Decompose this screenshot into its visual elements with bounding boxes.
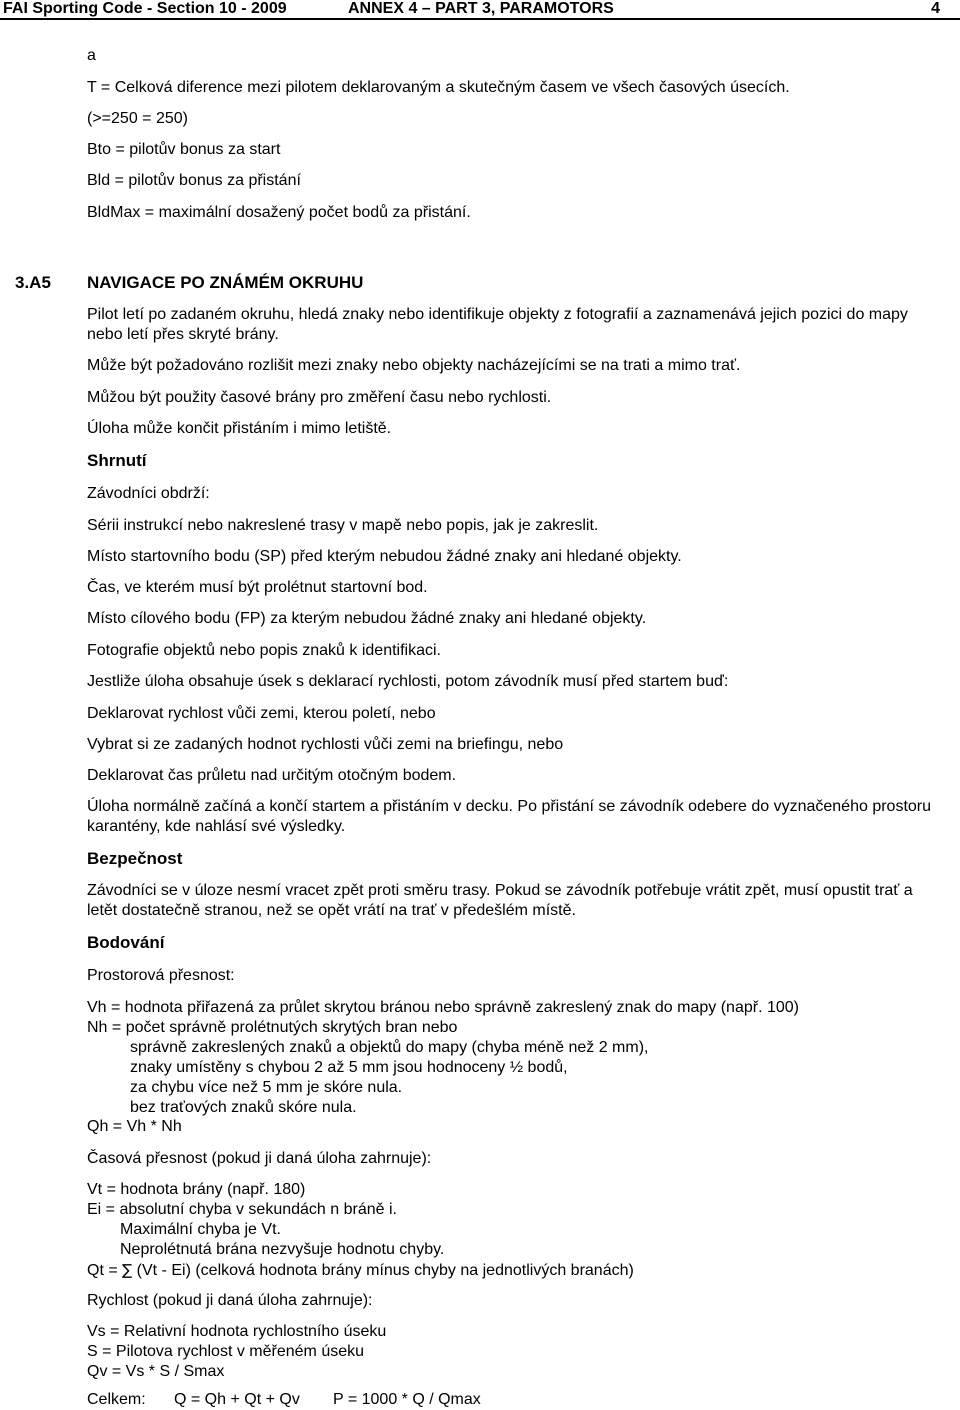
total-label: Celkem: xyxy=(87,1391,146,1408)
formula-vs: Vs = Relativní hodnota rychlostního úseku xyxy=(87,1323,387,1340)
qt-rest: (Vt - Ei) (celková hodnota brány mínus chyby na jednotlivých branách) xyxy=(132,1262,634,1279)
intro-cap: (>=250 = 250) xyxy=(87,110,188,127)
summary-intro: Závodníci obdrží: xyxy=(87,485,210,502)
speed-option: Vybrat si ze zadaných hodnot rychlosti vůči zemi na briefingu, nebo xyxy=(87,736,564,753)
formula-nh-line: znaky umístěny s chybou 2 až 5 mm jsou hodnoceny ½ bodů, xyxy=(130,1059,568,1076)
scoring-heading: Bodování xyxy=(87,933,165,952)
section-p2: Může být požadováno rozlišit mezi znaky nebo objekty nacházejícími se na trati a mimo trať. xyxy=(87,357,741,374)
formula-nh: Nh = počet správně prolétnutých skrytých bran nebo xyxy=(87,1019,458,1036)
speed-intro: Jestliže úloha obsahuje úsek s deklarací rychlosti, potom závodník musí před startem buď: xyxy=(87,673,729,690)
summary-item: Fotografie objektů nebo popis znaků k identifikaci. xyxy=(87,642,441,659)
section-title: NAVIGACE PO ZNÁMÉM OKRUHU xyxy=(87,273,364,292)
formula-ei-line: Maximální chyba je Vt. xyxy=(120,1221,281,1238)
spatial-heading: Prostorová přesnost: xyxy=(87,967,235,984)
formula-s: S = Pilotova rychlost v měřeném úseku xyxy=(87,1343,365,1360)
sum-symbol: ∑ xyxy=(122,1261,133,1279)
safety-text: Závodníci se v úloze nesmí vracet zpět proti směru trasy. Pokud se závodník potřebuje vrátit zpět, musí opustit trať a letět dostatečně stranou, než se opět vrátí na trať v předešlém místě. xyxy=(87,882,913,919)
speed-option: Deklarovat rychlost vůči zemi, kterou poletí, nebo xyxy=(87,705,436,722)
header-left: FAI Sporting Code - Section 10 - 2009 xyxy=(3,0,287,17)
formula-qt xyxy=(87,1260,634,1281)
formula-nh-line: správně zakreslených znaků a objektů do mapy (chyba méně než 2 mm), xyxy=(130,1039,649,1056)
total-q: Q = Qh + Qt + Qv xyxy=(174,1391,300,1408)
formula-vh: Vh = hodnota přiřazená za průlet skrytou bránou nebo správně zakreslený znak do mapy (např. 100) xyxy=(87,999,799,1016)
summary-item: Čas, ve kterém musí být prolétnut startovní bod. xyxy=(87,579,428,596)
qt-prefix: Qt = xyxy=(87,1262,123,1279)
total-p: P = 1000 * Q / Qmax xyxy=(333,1391,481,1408)
intro-t: T = Celková diference mezi pilotem deklarovaným a skutečným časem ve všech časových úsecích. xyxy=(87,79,790,96)
summary-item: Sérii instrukcí nebo nakreslené trasy v mapě nebo popis, jak je zakreslit. xyxy=(87,517,599,534)
section-p1: Pilot letí po zadaném okruhu, hledá znaky nebo identifikuje objekty z fotografií a zaznamenává jejich pozici do mapy nebo letí přes skryté brány. xyxy=(87,306,908,343)
speed-option: Deklarovat čas průletu nad určitým otočným bodem. xyxy=(87,767,457,784)
header-center: ANNEX 4 – PART 3, PARAMOTORS xyxy=(348,0,614,17)
time-heading: Časová přesnost (pokud ji daná úloha zahrnuje): xyxy=(87,1150,432,1167)
safety-heading: Bezpečnost xyxy=(87,849,183,868)
section-p4: Úloha může končit přistáním i mimo letiště. xyxy=(87,420,392,437)
page-header xyxy=(0,0,960,20)
summary-heading: Shrnutí xyxy=(87,451,147,470)
formula-ei: Ei = absolutní chyba v sekundách n bráně i. xyxy=(87,1201,397,1218)
speed-heading: Rychlost (pokud ji daná úloha zahrnuje): xyxy=(87,1292,373,1309)
page-number: 4 xyxy=(931,0,940,17)
formula-nh-line: bez traťových znaků skóre nula. xyxy=(130,1099,357,1116)
summary-item: Místo startovního bodu (SP) před kterým nebudou žádné znaky ani hledané objekty. xyxy=(87,548,682,565)
formula-qv: Qv = Vs * S / Smax xyxy=(87,1363,225,1380)
intro-bto: Bto = pilotův bonus za start xyxy=(87,141,281,158)
formula-nh-line: za chybu více než 5 mm je skóre nula. xyxy=(130,1079,403,1096)
section-number: 3.A5 xyxy=(15,273,51,292)
section-p3: Můžou být použity časové brány pro změření času nebo rychlosti. xyxy=(87,389,552,406)
summary-end: Úloha normálně začíná a končí startem a přistáním v decku. Po přistání se závodník odebere do vyznačeného prostoru karantény, kde nahlásí své výsledky. xyxy=(87,798,932,835)
intro-a: a xyxy=(87,47,96,64)
formula-vt: Vt = hodnota brány (např. 180) xyxy=(87,1181,306,1198)
intro-bld: Bld = pilotův bonus za přistání xyxy=(87,172,301,189)
formula-ei-line: Neprolétnutá brána nezvyšuje hodnotu chyby. xyxy=(120,1241,445,1258)
summary-item: Místo cílového bodu (FP) za kterým nebudou žádné znaky ani hledané objekty. xyxy=(87,610,647,627)
intro-bldmax: BldMax = maximální dosažený počet bodů za přistání. xyxy=(87,204,471,221)
formula-qh: Qh = Vh * Nh xyxy=(87,1118,182,1135)
